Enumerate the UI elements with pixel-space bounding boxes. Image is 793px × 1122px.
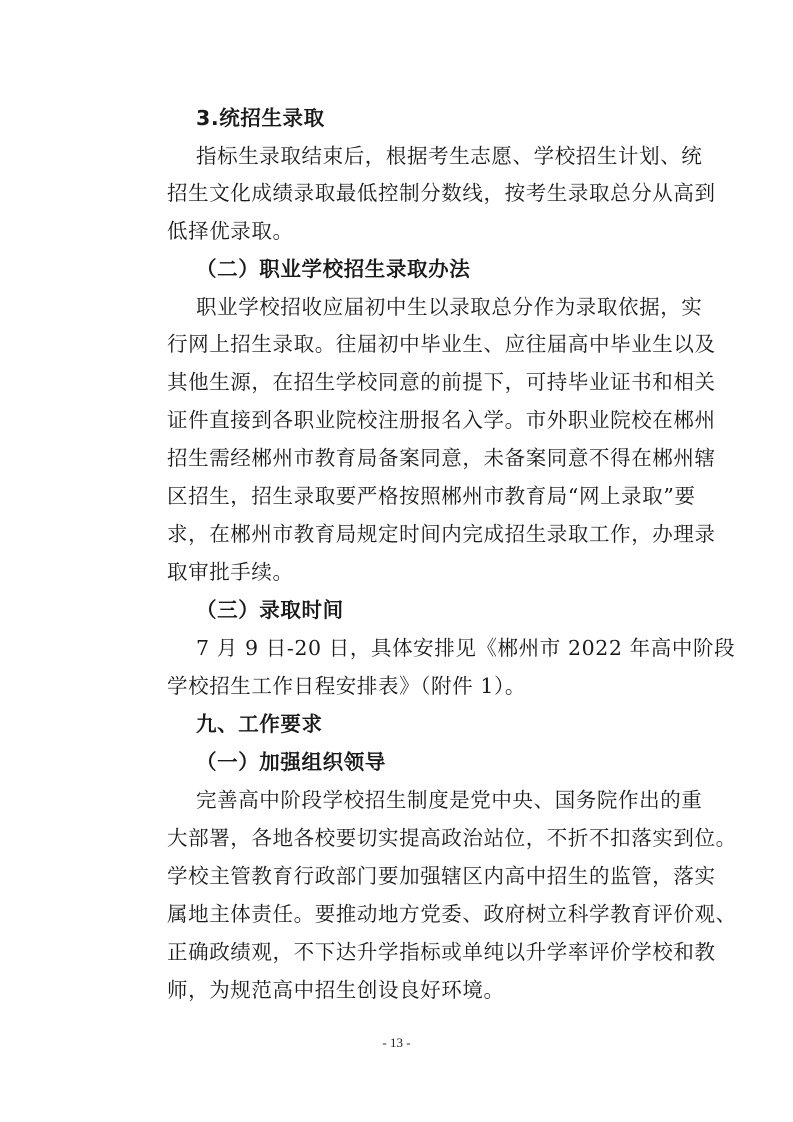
paragraph-line: 属地主体责任。要推动地方党委、政府树立科学教育评价观、 (167, 902, 737, 926)
section-heading-vocational-admission: （二）职业学校招生录取办法 (196, 257, 471, 281)
paragraph-line: 职业学校招收应届初中生以录取总分作为录取依据，实 (196, 295, 703, 319)
paragraph-line: 求，在郴州市教育局规定时间内完成招生录取工作，办理录 (167, 522, 716, 546)
subheading-unified-admission: 3.统招生录取 (196, 106, 325, 130)
paragraph-line: 行网上招生录取。往届初中毕业生、应往届高中毕业生以及 (167, 332, 716, 356)
paragraph-line: 其他生源，在招生学校同意的前提下，可持毕业证书和相关 (167, 370, 716, 394)
paragraph-line: 完善高中阶段学校招生制度是党中央、国务院作出的重 (196, 788, 703, 812)
paragraph-line: 低择优录取。 (167, 219, 294, 243)
page-number: - 13 - (382, 1035, 411, 1050)
paragraph-line: 取审批手续。 (167, 560, 294, 584)
paragraph-line: 学校招生工作日程安排表》（附件 1）。 (167, 674, 526, 698)
paragraph-line: 招生文化成绩录取最低控制分数线，按考生录取总分从高到 (167, 181, 716, 205)
paragraph-line: 区招生，招生录取要严格按照郴州市教育局“网上录取”要 (167, 484, 696, 508)
chapter-heading-work-requirements: 九、工作要求 (196, 712, 323, 736)
paragraph-line: 师，为规范高中招生创设良好环境。 (167, 978, 505, 1002)
paragraph-line: 7 月 9 日-20 日，具体安排见《郴州市 2022 年高中阶段 (196, 636, 736, 660)
paragraph-line: 招生需经郴州市教育局备案同意，未备案同意不得在郴州辖 (167, 446, 716, 470)
paragraph-line: 正确政绩观，不下达升学指标或单纯以升学率评价学校和教 (167, 940, 716, 964)
paragraph-line: 大部署，各地各校要切实提高政治站位，不折不扣落实到位。 (167, 826, 737, 850)
section-heading-admission-time: （三）录取时间 (196, 598, 344, 622)
section-heading-strengthen-leadership: （一）加强组织领导 (196, 750, 386, 774)
paragraph-line: 学校主管教育行政部门要加强辖区内高中招生的监管，落实 (167, 864, 716, 888)
paragraph-line: 指标生录取结束后，根据考生志愿、学校招生计划、统 (196, 144, 703, 168)
paragraph-line: 证件直接到各职业院校注册报名入学。市外职业院校在郴州 (167, 408, 716, 432)
